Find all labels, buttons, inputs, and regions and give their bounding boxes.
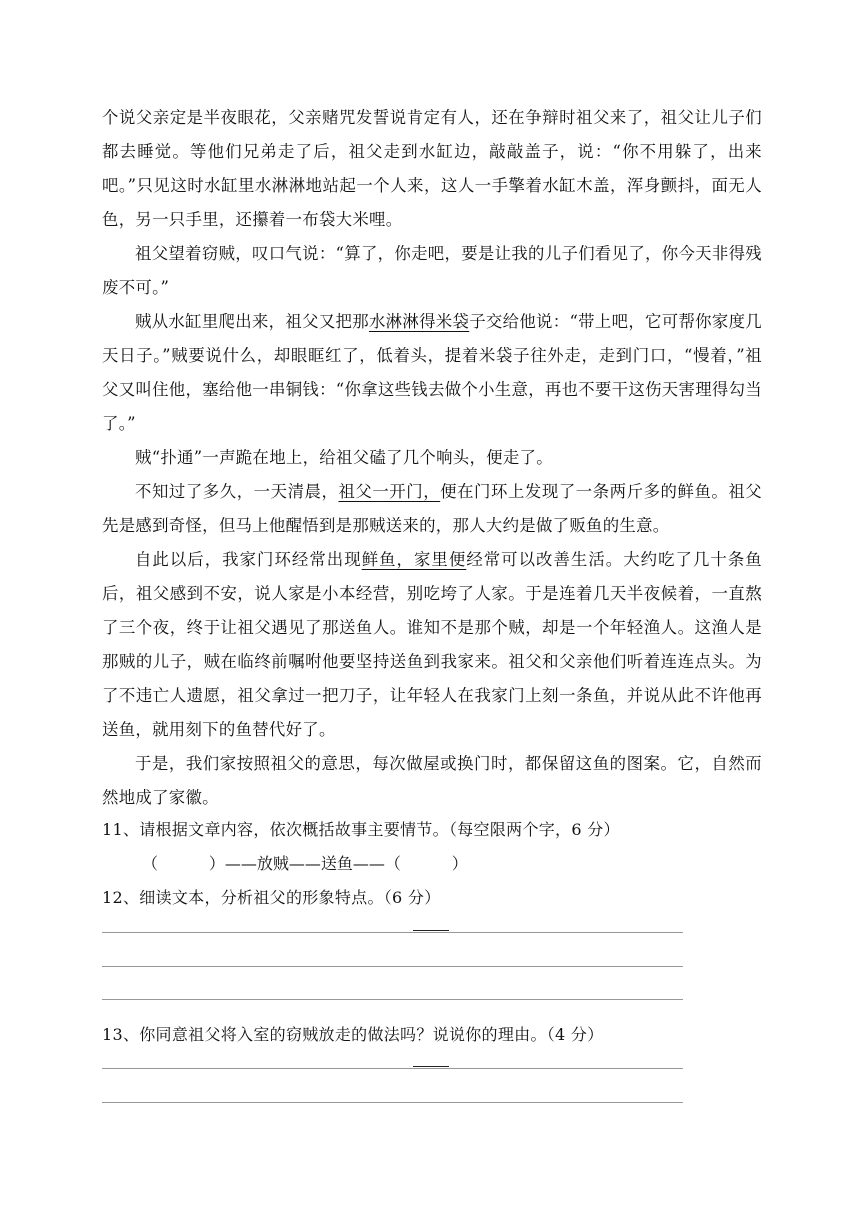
answer-line-mark <box>413 930 449 931</box>
answer-line-12-2[interactable] <box>102 966 683 967</box>
passage-paragraph-7: 于是，我们家按照祖父的意思，每次做屋或换门时，都保留这鱼的图案。它，自然而然地成了家徽。 <box>102 754 762 807</box>
answer-line-12-3[interactable] <box>102 999 683 1000</box>
question-11 <box>102 813 762 881</box>
passage-paragraph-5: 不知过了多久，一天清晨，祖父一开门，便在门环上发现了一条两斤多的鲜鱼。祖父先是感到奇怪，但马上他醒悟到是那贼送来的，那人大约是做了贩鱼的生意。 <box>102 482 762 535</box>
question-12 <box>102 881 762 915</box>
passage-paragraph-1: 个说父亲定是半夜眼花，父亲赌咒发誓说肯定有人，还在争辩时祖父来了，祖父让儿子们都去睡觉。等他们兄弟走了后，祖父走到水缸边，敲敲盖子，说：“你不用躲了，出来吧。”只见这时水缸里水淋淋地站起一个人来，这人一手擎着水缸木盖，浑身颤抖，面无人色，另一只手里，还攥着一布袋大米哩。 <box>102 108 762 229</box>
question-12-text: 12、细读文本，分析祖父的形象特点。（6 分） <box>102 888 441 907</box>
answer-line-mark <box>413 1066 449 1067</box>
question-11-text: 11、请根据文章内容，依次概括故事主要情节。（每空限两个字，6 分） <box>102 820 620 839</box>
underlined-phrase-rice-bag: 水淋淋得米袋 <box>368 312 470 331</box>
question-13-text: 13、你同意祖父将入室的窃贼放走的做法吗？说说你的理由。（4 分） <box>102 1025 604 1044</box>
question-13 <box>102 1018 762 1052</box>
answer-line-13-1[interactable] <box>102 1068 683 1069</box>
answer-line-13-2[interactable] <box>102 1102 683 1103</box>
passage-paragraph-6: 自此以后，我家门环经常出现鲜鱼，家里便经常可以改善生活。大约吃了几十条鱼后，祖父感到不安，说人家是小本经营，别吃垮了人家。于是连着几天半夜候着，一直熬了三个夜，终于让祖父遇见了那送鱼人。谁知不是那个贼，却是一个年轻渔人。这渔人是那贼的儿子，贼在临终前嘱咐他要坚持送鱼到我家来。祖父和父亲他们听着连连点头。为了不违亡人遗愿，祖父拿过一把刀子，让年轻人在我家门上刻一条鱼，并说从此不许他再送鱼，就用刻下的鱼替代好了。 <box>102 550 762 739</box>
question-11-blanks[interactable]: （ ）——放贼——送鱼——（ ） <box>142 854 468 873</box>
passage-paragraph-2: 祖父望着窃贼，叹口气说：“算了，你走吧，要是让我的儿子们看见了，你今天非得残废不可。” <box>102 244 762 297</box>
passage-paragraph-3: 贼从水缸里爬出来，祖父又把那水淋淋得米袋子交给他说：“带上吧，它可帮你家度几天日子。”贼要说什么，却眼眶红了，低着头，提着米袋子往外走，走到门口，“慢着，”祖父又叫住他，塞给他一串铜钱：“你拿这些钱去做个小生意，再也不要干这伤天害理得勾当了。” <box>102 312 762 433</box>
passage-paragraph-4: 贼“扑通”一声跪在地上，给祖父磕了几个响头，便走了。 <box>135 448 553 467</box>
underlined-phrase-open-door: 祖父一开门， <box>338 482 441 501</box>
reading-passage <box>102 101 762 815</box>
answer-line-12-1[interactable] <box>102 932 683 933</box>
underlined-phrase-fresh-fish: 鲜鱼，家里便 <box>361 550 467 569</box>
